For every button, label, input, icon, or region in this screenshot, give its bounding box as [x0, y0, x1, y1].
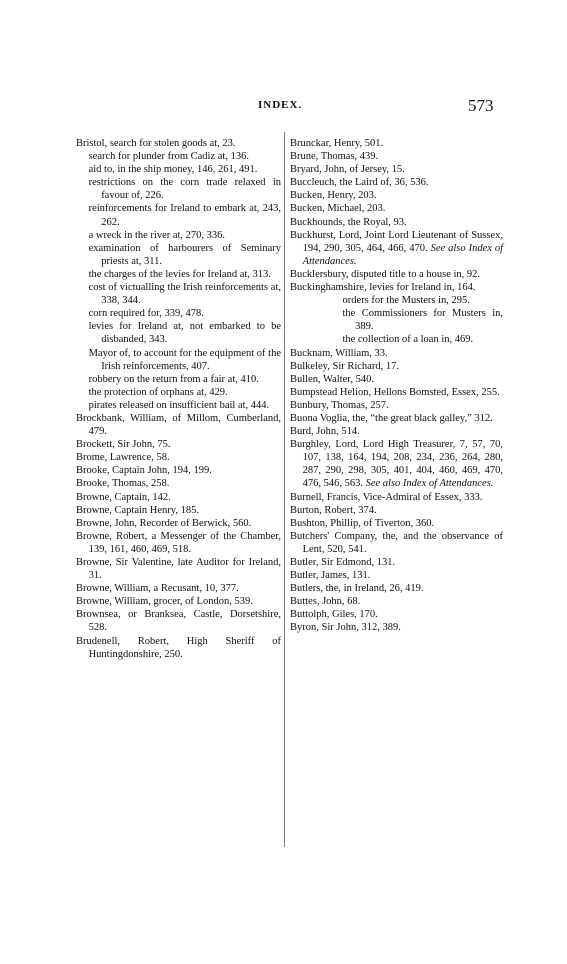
index-entry-text: Brune, Thomas, 439.: [290, 151, 379, 163]
index-entry: [290, 621, 503, 634]
index-entry-text: Brockett, Sir John, 75.: [76, 439, 171, 451]
index-entry-text: restrictions on the corn trade relaxed in favour of, 226.: [88, 177, 281, 202]
index-entry: [76, 202, 281, 228]
index-entry: [290, 163, 503, 176]
index-entry: [290, 517, 503, 530]
index-entry-text: reinforcements for Ireland to embark at, 243, 262.: [88, 203, 281, 228]
see-also-reference: See also Index of Attendances.: [302, 242, 504, 267]
running-title: INDEX.: [258, 99, 303, 111]
index-entry: [76, 477, 281, 490]
index-entry-text: Brudenell, Robert, High Sheriff of Huntingdonshire, 250.: [76, 635, 281, 660]
index-entry-text: Buttes, John, 68.: [290, 596, 361, 608]
index-entry-text: Browne, Captain Henry, 185.: [76, 504, 199, 516]
index-entry-text: the protection of orphans at, 429.: [88, 386, 228, 398]
index-entry-text: the charges of the levies for Ireland at, 313.: [88, 268, 271, 280]
index-entry: [76, 530, 281, 556]
index-entry: [76, 491, 281, 504]
index-entry-text: Bullen, Walter, 540.: [290, 373, 374, 385]
index-entry: [290, 504, 503, 517]
see-also-reference: See also Index of Attendances.: [365, 478, 494, 490]
index-entry-text: Browne, William, grocer, of London, 539.: [76, 596, 253, 608]
column-divider: [284, 132, 285, 847]
index-entry-text: examination of harbourers of Seminary priests at, 311.: [88, 242, 281, 267]
index-entry: [290, 294, 503, 307]
index-entry-text: aid to, in the ship money, 146, 261, 491.: [88, 164, 258, 176]
index-entry-text: Browne, Sir Valentine, late Auditor for Ireland, 31.: [76, 557, 281, 582]
index-entry-text: Buckhounds, the Royal, 93.: [290, 216, 407, 228]
index-entry-text: Bumpstead Helion, Hellons Bomsted, Essex, 255.: [290, 386, 500, 398]
index-entry-text: Burnell, Francis, Vice-Admiral of Essex, 333.: [290, 491, 483, 503]
index-entry-text: Brooke, Thomas, 258.: [76, 478, 170, 490]
index-entry: [76, 595, 281, 608]
index-entry: [290, 373, 503, 386]
page-number: 573: [468, 96, 494, 115]
index-entry-text: robbery on the return from a fair at, 410.: [88, 373, 259, 385]
index-entry-text: Bucken, Henry, 203.: [290, 190, 377, 202]
index-entry: [76, 320, 281, 346]
index-entry-text: Brockbank, William, of Millom, Cumberland, 479.: [76, 412, 281, 438]
index-entry-text: Burghley, Lord, Lord High Treasurer, 7, 57, 70, 107, 138, 164, 194, 208, 234, 236, 264, 280, 287, 290, 298, 305, 401, 404, 460, 469, 470, 476, 546, 563.: [290, 439, 503, 490]
index-entry: [290, 229, 503, 268]
index-entry: [290, 530, 503, 556]
index-entry: [290, 333, 503, 346]
index-entry-text: cost of victualling the Irish reinforcements at, 338, 344.: [88, 282, 281, 307]
index-entry-text: Browne, Robert, a Messenger of the Chamber, 139, 161, 460, 469, 518.: [76, 530, 281, 555]
index-entry-text: Browne, William, a Recusant, 10, 377.: [76, 583, 239, 595]
index-entry: [76, 307, 281, 320]
index-entry: [76, 412, 281, 438]
index-entry-text: Bucken, Michael, 203.: [290, 203, 386, 215]
index-entry: [76, 268, 281, 281]
index-entry: [76, 229, 281, 242]
index-entry-text: Burton, Robert, 374.: [290, 504, 377, 516]
index-column-right: [290, 137, 503, 635]
index-entry: [290, 569, 503, 582]
index-entry: [76, 438, 281, 451]
index-entry: [290, 595, 503, 608]
index-entry: [290, 202, 503, 215]
index-entry-text: the Commissioners for Musters in, 389.: [342, 308, 503, 333]
index-entry: [76, 373, 281, 386]
index-entry: [76, 176, 281, 202]
index-entry: [76, 504, 281, 517]
page-header: [0, 96, 567, 116]
index-entry-text: Browne, Captain, 142.: [76, 491, 171, 503]
index-entry: [76, 281, 281, 307]
index-entry: [76, 608, 281, 634]
index-entry-text: Bucklersbury, disputed title to a house in, 92.: [290, 268, 481, 280]
index-entry-text: Brooke, Captain John, 194, 199.: [76, 465, 212, 477]
index-entry-text: Bryard, John, of Jersey, 15.: [290, 164, 405, 176]
index-entry-text: Bucknam, William, 33.: [290, 347, 388, 359]
index-entry-text: Burd, John, 514.: [290, 426, 360, 438]
index-entry-text: orders for the Musters in, 295.: [342, 295, 470, 307]
index-entry: [290, 412, 503, 425]
index-entry: [290, 360, 503, 373]
index-entry: [290, 281, 503, 294]
index-entry-text: Browne, John, Recorder of Berwick, 560.: [76, 517, 252, 529]
index-entry: [76, 347, 281, 373]
index-entry-text: Brownsea, or Branksea, Castle, Dorsetshire, 528.: [76, 609, 281, 634]
index-entry: [290, 556, 503, 569]
index-entry-text: Bushton, Phillip, of Tiverton, 360.: [290, 517, 435, 529]
index-entry: [290, 268, 503, 281]
index-entry: [290, 150, 503, 163]
index-entry: [290, 216, 503, 229]
index-entry-text: Bunbury, Thomas, 257.: [290, 399, 389, 411]
index-entry-text: Byron, Sir John, 312, 389.: [290, 622, 401, 634]
index-entry: [290, 582, 503, 595]
index-entry: [290, 425, 503, 438]
index-entry: [76, 517, 281, 530]
index-entry: [76, 399, 281, 412]
index-entry: [290, 491, 503, 504]
index-entry: [290, 399, 503, 412]
index-column-left: [76, 137, 281, 661]
index-entry-text: Buccleuch, the Laird of, 36, 536.: [290, 177, 429, 189]
index-entry-text: Butchers' Company, the, and the observance of Lent, 520, 541.: [290, 530, 503, 555]
index-entry: [290, 176, 503, 189]
index-entry: [290, 189, 503, 202]
index-entry-text: Bulkeley, Sir Richard, 17.: [290, 360, 399, 372]
index-entry-text: Butler, James, 131.: [290, 570, 371, 582]
index-entry-text: Buckhurst, Lord, Joint Lord Lieutenant of Sussex, 194, 290, 305, 464, 466, 470.: [290, 229, 503, 254]
index-entry-text: Buckinghamshire, levies for Ireland in, 164.: [290, 282, 476, 294]
index-entry: [76, 163, 281, 176]
index-entry: [76, 556, 281, 582]
index-entry-text: a wreck in the river at, 270, 336.: [88, 229, 226, 241]
index-entry-text: levies for Ireland at, not embarked to be disbanded, 343.: [88, 321, 281, 346]
index-entry-text: corn required for, 339, 478.: [88, 308, 204, 320]
index-entry: [76, 464, 281, 477]
index-entry-text: the collection of a loan in, 469.: [342, 334, 474, 346]
index-entry: [76, 451, 281, 464]
index-entry: [76, 386, 281, 399]
index-entry-text: search for plunder from Cadiz at, 136.: [88, 151, 249, 163]
index-entry: [290, 608, 503, 621]
index-entry-text: Buona Voglia, the, “the great black galley,” 312.: [290, 412, 493, 424]
index-entry: [290, 438, 503, 490]
index-entry-text: Buttolph, Giles, 170.: [290, 609, 378, 621]
index-entry-text: Butlers, the, in Ireland, 26, 419.: [290, 583, 424, 595]
index-entry: [290, 347, 503, 360]
index-entry: [76, 150, 281, 163]
index-entry: [290, 137, 503, 150]
index-entry-text: Butler, Sir Edmond, 131.: [290, 557, 396, 568]
index-entry-text: Brome, Lawrence, 58.: [76, 452, 170, 464]
index-entry: [76, 242, 281, 268]
index-entry-text: pirates released on insufficient bail at, 444.: [88, 399, 270, 411]
index-entry: [290, 307, 503, 333]
index-entry: [76, 137, 281, 150]
index-entry: [76, 635, 281, 661]
index-entry: [76, 582, 281, 595]
index-entry-text: Mayor of, to account for the equipment of the Irish reinforcements, 407.: [88, 347, 281, 372]
index-entry-text: Brunckar, Henry, 501.: [290, 138, 384, 149]
index-entry-text: Bristol, search for stolen goods at, 23.: [76, 138, 236, 149]
index-entry: [290, 386, 503, 399]
